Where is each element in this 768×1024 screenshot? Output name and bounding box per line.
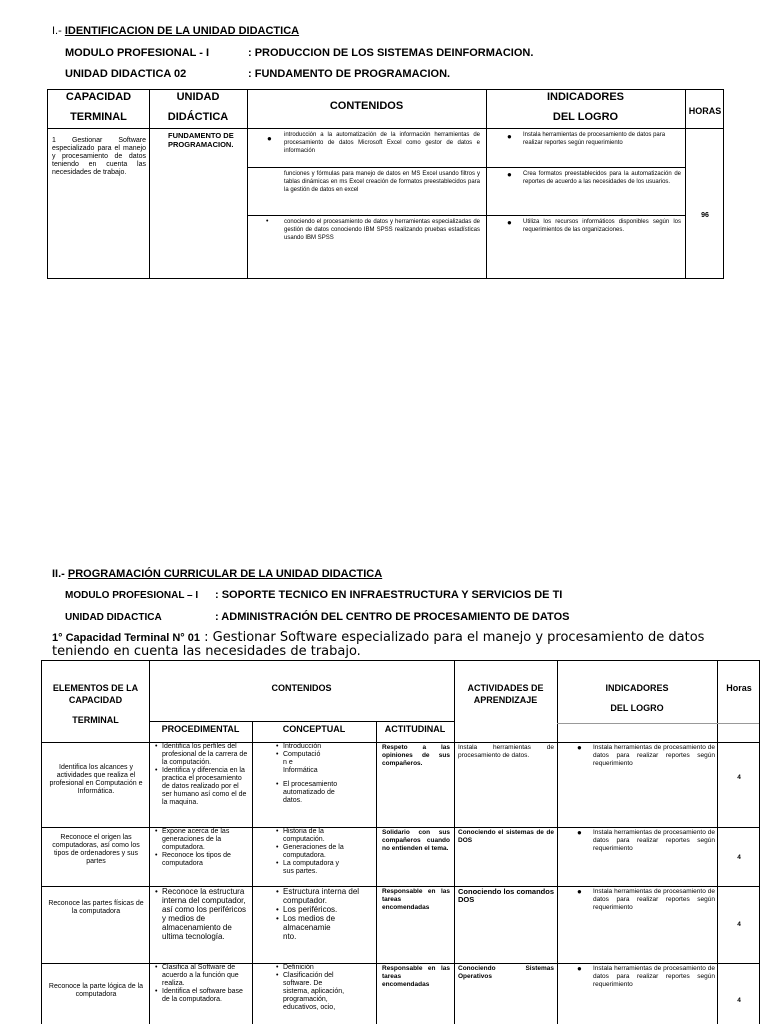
indicador-3: Utiliza los recursos informáticos disponibles según los requerimientos de las organizaciones. bbox=[523, 219, 681, 233]
conceptual-item: • Los medios de almacenamie nto. bbox=[275, 914, 339, 941]
procedimental-item: • Identifica el software base de la computadora. bbox=[154, 988, 250, 1004]
actitudinal-text: Responsable en las tareas encomendadas bbox=[382, 965, 450, 988]
bullet-icon: ● bbox=[267, 134, 272, 143]
procedimental-items bbox=[154, 964, 250, 1004]
section2-unidad-label: UNIDAD DIDACTICA bbox=[65, 612, 162, 623]
header-elementos-line3: TERMINAL bbox=[72, 715, 119, 725]
indicador-text: Instala herramientas de procesamiento de datos para realizar reportes según requerimiento bbox=[593, 888, 715, 911]
curricular-table bbox=[41, 660, 760, 1024]
actitudinal-text: Responsable en las tareas encomendadas bbox=[382, 888, 450, 911]
actitudinal-text: Respeto a las opiniones de sus compañeros. bbox=[382, 744, 450, 767]
contenido-3: conociendo el procesamiento de datos y herramientas especializadas de gestión de datos conociendo IBM SPSS realizando pruebas estadísticas usando IBM SPSS bbox=[284, 219, 480, 241]
unidad-text: FUNDAMENTO DE PROGRAMACION. bbox=[168, 131, 234, 149]
conceptual-items bbox=[275, 828, 373, 876]
actitudinal-text: Solidario con sus compañeros cuando no entienden el tema. bbox=[382, 829, 450, 852]
bullet-icon: ● bbox=[507, 218, 512, 227]
procedimental-item: • Identifica y diferencia en la practica el procesamiento de datos realizado por el ser humano así como el de la maquina. bbox=[154, 767, 250, 807]
elemento-text: Reconoce la parte lógica de la computadora bbox=[48, 983, 144, 998]
header-indicadores-line1: INDICADORES bbox=[546, 91, 624, 103]
conceptual-item: • Generaciones de la computadora. bbox=[275, 844, 349, 860]
horas-value: 4 bbox=[737, 854, 741, 861]
procedimental-list bbox=[154, 828, 250, 868]
procedimental-list bbox=[154, 743, 250, 807]
header-unidad-line1: UNIDAD bbox=[176, 91, 220, 103]
contenido-1: introducción a la automatización de la información herramientas de procesamiento de datos Microsoft Excel como gestor de datos e información bbox=[284, 132, 480, 154]
conceptual-items bbox=[275, 964, 373, 1012]
horas-value: 4 bbox=[737, 997, 741, 1004]
procedimental-item: • Reconoce los tipos de computadora bbox=[154, 852, 250, 868]
header-actividades-line2: APRENDIZAJE bbox=[473, 695, 538, 705]
section2-heading bbox=[52, 568, 382, 580]
header-unidad bbox=[149, 87, 247, 127]
procedimental-item: • Expone acerca de las generaciones de la computadora. bbox=[154, 828, 250, 852]
contenido-2: funciones y fórmulas para manejo de datos en MS Excel usando filtros y tablas dinámicas en ms Excel creación de formatos preestablecidos para la gestión de datos en excel bbox=[284, 171, 480, 193]
conceptual-item: • Los periféricos. bbox=[275, 905, 367, 914]
conceptual-item: • Estructura interna del computador. bbox=[275, 887, 367, 905]
conceptual-item: • Computació n e Informática bbox=[275, 751, 315, 775]
actividad-text: Instala herramientas de procesamiento de datos. bbox=[458, 744, 554, 759]
procedimental-list bbox=[154, 887, 250, 941]
section1-prefix: I.- bbox=[52, 25, 65, 37]
horas-value: 4 bbox=[737, 921, 741, 928]
header-indicadores bbox=[486, 87, 685, 127]
conceptual-items bbox=[275, 743, 373, 805]
indicador-2: Crea formatos preestablecidos para la automatización de reportes de acuerdo a las necesidades de los usuarios. bbox=[523, 171, 681, 185]
horas-value: 4 bbox=[737, 774, 741, 781]
actividad-text: Conociendo Sistemas Operativos bbox=[458, 965, 554, 980]
indicador-1: Instala herramientas de procesamiento de datos para realizar reportes según requerimiento bbox=[523, 132, 666, 146]
header-indicadores2-line1: INDICADORES bbox=[605, 683, 669, 693]
conceptual-items bbox=[275, 887, 373, 941]
conceptual-item: • Historia de la computación. bbox=[275, 828, 349, 844]
horas-value: 96 bbox=[701, 212, 709, 219]
section1-modulo-label: MODULO PROFESIONAL - I bbox=[65, 47, 210, 59]
indicador-text: Instala herramientas de procesamiento de datos para realizar reportes según requerimiento bbox=[593, 965, 715, 988]
header-contenidos2: CONTENIDOS bbox=[271, 683, 332, 693]
procedimental-items bbox=[154, 887, 250, 941]
conceptual-item: • Introducción bbox=[275, 743, 349, 751]
conceptual-item: • El procesamiento automatizado de datos. bbox=[275, 781, 349, 805]
header-elementos bbox=[42, 682, 149, 726]
bullet-icon: ● bbox=[577, 828, 582, 837]
header-contenidos: CONTENIDOS bbox=[329, 100, 404, 112]
identification-table bbox=[47, 89, 724, 279]
section1-title: IDENTIFICACION DE LA UNIDAD DIDACTICA bbox=[64, 25, 300, 37]
conceptual-item: • La computadora y sus partes. bbox=[275, 860, 349, 876]
conceptual-item: • Definición bbox=[275, 964, 349, 972]
header-capacidad-line1: CAPACIDAD bbox=[65, 91, 132, 103]
section2-prefix: II.- bbox=[52, 568, 68, 580]
procedimental-item: • Identifica los perfiles del profesional de la carrera de la computación. bbox=[154, 743, 250, 767]
header-capacidad-line2: TERMINAL bbox=[70, 111, 127, 123]
header-horas: HORAS bbox=[688, 106, 722, 116]
header-capacidad bbox=[48, 87, 149, 127]
section1-unidad-label: UNIDAD DIDACTICA 02 bbox=[65, 68, 187, 80]
header-indicadores2 bbox=[557, 682, 717, 714]
capacidad-terminal-text: : Gestionar Software especializado para el manejo y procesamiento de datos teniendo en cuenta las necesidades de trabajo. bbox=[52, 630, 705, 659]
procedimental-items bbox=[154, 828, 250, 868]
bullet-icon: ● bbox=[577, 964, 582, 973]
section1-heading bbox=[52, 25, 299, 37]
header-indicadores-line2: DEL LOGRO bbox=[552, 111, 619, 123]
header-actitudinal: ACTITUDINAL bbox=[384, 724, 446, 734]
section2-title: PROGRAMACIÓN CURRICULAR DE LA UNIDAD DIDACTICA bbox=[67, 568, 383, 580]
conceptual-list bbox=[275, 828, 373, 876]
header-actividades-line1: ACTIVIDADES DE bbox=[467, 683, 544, 693]
header-actividades bbox=[454, 682, 557, 706]
header-indicadores2-line2: DEL LOGRO bbox=[610, 703, 664, 713]
section1-modulo-value: : PRODUCCION DE LOS SISTEMAS DEINFORMACION. bbox=[248, 47, 534, 59]
header-elementos-line1: ELEMENTOS DE LA bbox=[52, 683, 139, 693]
bullet-icon: • bbox=[266, 218, 269, 225]
header-procedimental: PROCEDIMENTAL bbox=[161, 724, 240, 734]
elemento-text: Reconoce el origen las computadoras, así como los tipos de ordenadores y sus partes bbox=[52, 834, 140, 865]
conceptual-list bbox=[275, 743, 373, 805]
procedimental-item: • Reconoce la estructura interna del computador, así como los periféricos y medios de almacenamiento de ultima tecnología. bbox=[154, 887, 250, 941]
header-horas2: Horas bbox=[726, 683, 752, 693]
elemento-text: Reconoce las partes físicas de la computadora bbox=[48, 900, 144, 915]
bullet-icon: ● bbox=[507, 170, 512, 179]
bullet-icon: ● bbox=[577, 743, 582, 752]
capacidad-terminal bbox=[52, 631, 758, 659]
actividad-text: Conociendo el sistemas de de DOS bbox=[458, 829, 554, 844]
header-unidad-line2: DIDÁCTICA bbox=[167, 111, 229, 123]
section2-unidad-value: : ADMINISTRACIÓN DEL CENTRO DE PROCESAMIENTO DE DATOS bbox=[215, 611, 570, 623]
conceptual-item: • Clasificación del software. De sistema, aplicación, programación, educativos, ocio, bbox=[275, 972, 349, 1012]
capacidad-text: 1 Gestionar Software especializado para el manejo y procesamiento de datos teniendo en cuenta las necesidades de trabajo. bbox=[52, 137, 146, 176]
procedimental-item: • Clasifica al Software de acuerdo a la función que realiza. bbox=[154, 964, 250, 988]
elemento-text: Identifica los alcances y actividades que realiza el profesional en Computación e Informática. bbox=[49, 764, 143, 795]
conceptual-list bbox=[275, 964, 373, 1012]
indicador-text: Instala herramientas de procesamiento de datos para realizar reportes según requerimiento bbox=[593, 744, 715, 767]
conceptual-list bbox=[275, 887, 373, 941]
capacidad-terminal-label: 1° Capacidad Terminal N° 01 bbox=[52, 632, 200, 644]
procedimental-list bbox=[154, 964, 250, 1004]
header-conceptual: CONCEPTUAL bbox=[282, 724, 346, 734]
actividad-text: Conociendo los comandos DOS bbox=[458, 887, 554, 904]
bullet-icon: ● bbox=[577, 887, 582, 896]
section2-modulo-label: MODULO PROFESIONAL – I bbox=[65, 590, 199, 601]
header-elementos-line2: CAPACIDAD bbox=[68, 695, 123, 705]
section1-unidad-value: : FUNDAMENTO DE PROGRAMACION. bbox=[248, 68, 451, 80]
indicador-text: Instala herramientas de procesamiento de datos para realizar reportes según requerimiento bbox=[593, 829, 715, 852]
bullet-icon: ● bbox=[507, 132, 512, 141]
procedimental-items bbox=[154, 743, 250, 807]
section2-modulo-value: : SOPORTE TECNICO EN INFRAESTRUCTURA Y SERVICIOS DE TI bbox=[215, 589, 563, 601]
